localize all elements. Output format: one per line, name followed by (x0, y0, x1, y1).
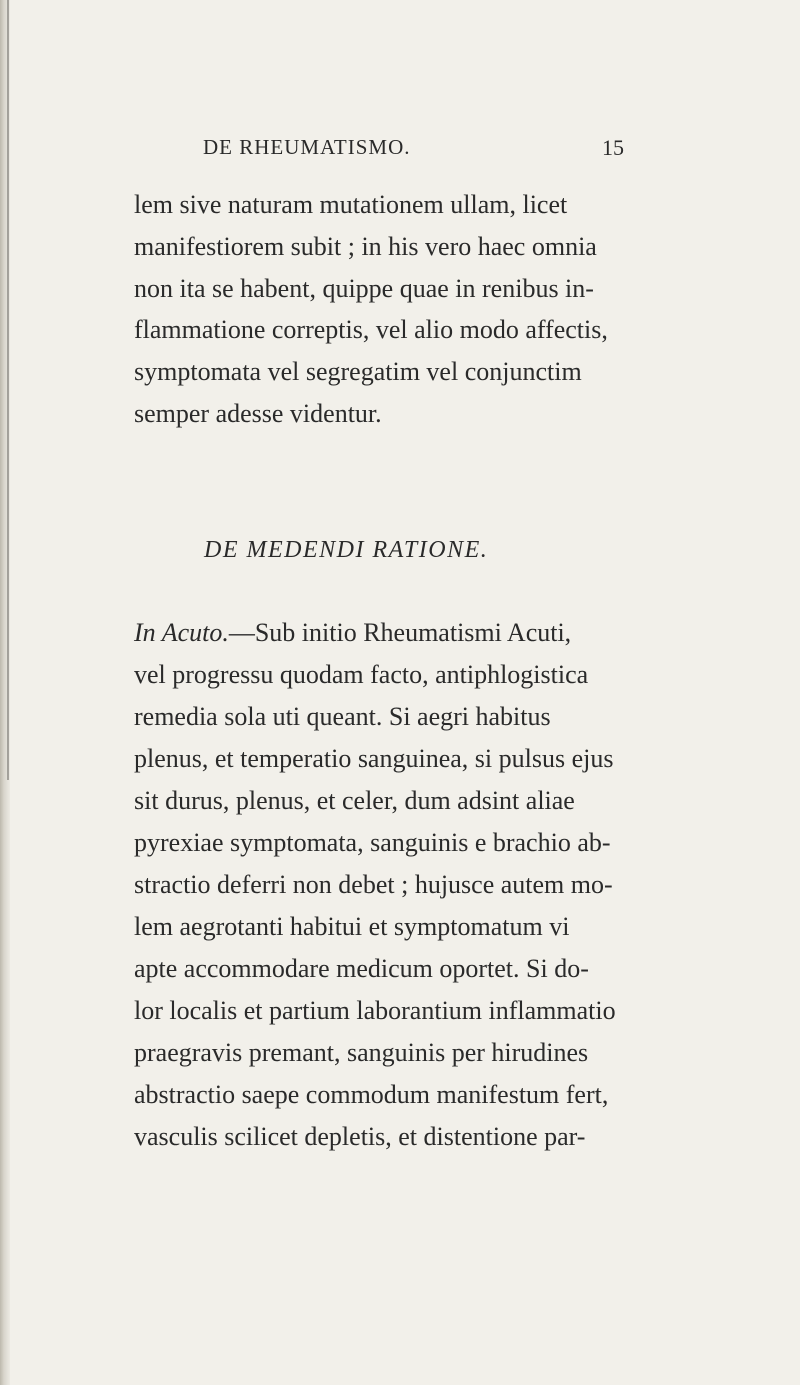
text-line: lem aegrotanti habitui et symptomatum vi (134, 912, 570, 941)
text-line: manifestiorem subit ; in his vero haec omnia (134, 232, 597, 261)
text-line-rest: —Sub initio Rheumatismi Acuti, (228, 618, 572, 647)
text-line: remedia sola uti queant. Si aegri habitus (134, 702, 551, 731)
text-line: praegravis premant, sanguinis per hirudines (134, 1038, 589, 1067)
text-line: symptomata vel segregatim vel conjunctim (134, 357, 582, 386)
text-line: flammatione correptis, vel alio modo affectis, (134, 315, 608, 344)
running-head (0, 135, 800, 165)
text-line: stractio deferri non debet ; hujusce autem mo- (134, 870, 613, 899)
text-line: pyrexiae symptomata, sanguinis e brachio ab- (134, 828, 611, 857)
gutter-line (7, 0, 9, 780)
section-heading: DE MEDENDI RATIONE. (204, 537, 489, 563)
running-title: DE RHEUMATISMO. (203, 135, 411, 159)
subheading-italic: In Acuto. (134, 618, 229, 647)
text-line: vel progressu quodam facto, antiphlogistica (134, 660, 589, 689)
text-line: lor localis et partium laborantium inflammatio (134, 996, 616, 1025)
text-line: semper adesse videntur. (134, 399, 382, 428)
text-line: sit durus, plenus, et celer, dum adsint aliae (134, 786, 575, 815)
page-number: 15 (602, 135, 624, 160)
text-line: apte accommodare medicum oportet. Si do- (134, 954, 589, 983)
text-line: plenus, et temperatio sanguinea, si pulsus ejus (134, 744, 614, 773)
text-line: vasculis scilicet depletis, et distentione par- (134, 1122, 586, 1151)
text-line-first (134, 618, 571, 648)
text-line: abstractio saepe commodum manifestum fert, (134, 1080, 609, 1109)
text-line: lem sive naturam mutationem ullam, licet (134, 190, 568, 219)
text-line: non ita se habent, quippe quae in renibus in- (134, 274, 594, 303)
